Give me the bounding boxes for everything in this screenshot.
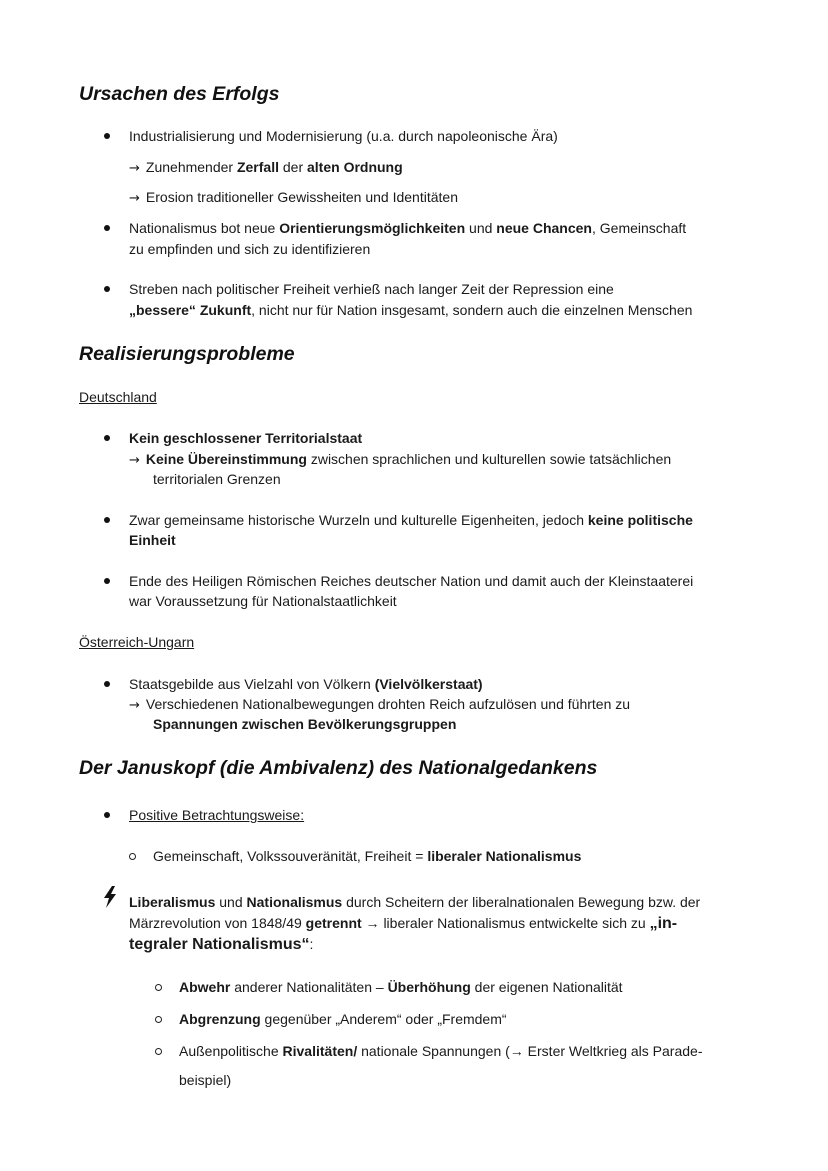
bullet-staatsgebilde: Staatsgebilde aus Vielzahl von Völkern (Vielvölkerstaat): [129, 676, 483, 692]
arrow-icon: →: [129, 191, 140, 206]
bullet-wurzeln-line2: Einheit: [129, 532, 176, 548]
bullet-dot: [104, 286, 110, 292]
subheading-oesterreich: Österreich-Ungarn: [79, 634, 195, 650]
sub-gemeinschaft: Gemeinschaft, Volkssouveränität, Freiheit = liberaler Nationalismus: [153, 848, 582, 864]
arrow-uebereinstimmung-line2: territorialen Grenzen: [153, 471, 281, 487]
arrow-uebereinstimmung: → Keine Übereinstimmung zwischen sprachlichen und kulturellen sowie tatsächlichen: [129, 451, 672, 468]
bullet-dot: [104, 517, 110, 523]
sub-rivalitaeten-line1: Außenpolitische Rivalitäten/ nationale Spannungen (→ Erster Weltkrieg als Parade-: [179, 1043, 703, 1059]
sub-rivalitaeten-line2: beispiel): [179, 1072, 232, 1088]
bullet-nationalismus-line2: zu empfinden und sich zu identifizieren: [129, 241, 371, 257]
arrow-zerfall: → Zunehmender Zerfall der alten Ordnung: [129, 159, 403, 176]
heading-ursachen: Ursachen des Erfolgs: [79, 83, 280, 105]
bullet-reich-line1: Ende des Heiligen Römischen Reiches deutscher Nation und damit auch der Kleinstaaterei: [129, 573, 694, 589]
arrow-erosion: → Erosion traditioneller Gewissheiten und Identitäten: [129, 189, 458, 206]
bullet-territorialstaat: Kein geschlossener Territorialstaat: [129, 430, 363, 446]
note-line2: Märzrevolution von 1848/49 getrennt → liberaler Nationalismus entwickelte sich zu „in-: [129, 915, 678, 932]
bullet-dot: [104, 435, 110, 441]
bullet-streben-line1: Streben nach politischer Freiheit verhieß nach langer Zeit der Repression eine: [129, 281, 614, 297]
circle-bullet: [155, 1048, 162, 1055]
sub-abwehr: Abwehr anderer Nationalitäten – Überhöhung der eigenen Nationalität: [179, 979, 623, 995]
bullet-dot: [104, 225, 110, 231]
note-line1: Liberalismus und Nationalismus durch Scheitern der liberalnationalen Bewegung bzw. der: [129, 894, 701, 910]
arrow-nationalbewegungen: → Verschiedenen Nationalbewegungen drohten Reich aufzulösen und führten zu: [129, 696, 631, 713]
subheading-deutschland: Deutschland: [79, 389, 157, 405]
bullet-dot: [104, 812, 110, 818]
lightning-icon: [102, 886, 118, 908]
bullet-streben-line2: „bessere“ Zukunft, nicht nur für Nation insgesamt, sondern auch die einzelnen Menschen: [129, 302, 693, 318]
heading-januskopf: Der Januskopf (die Ambivalenz) des Nationalgedankens: [79, 757, 598, 779]
bullet-dot: [104, 681, 110, 687]
heading-realisierungsprobleme: Realisierungsprobleme: [79, 343, 295, 365]
bullet-positive: Positive Betrachtungsweise:: [129, 807, 305, 823]
circle-bullet: [155, 1016, 162, 1023]
note-line3: tegraler Nationalismus“:: [129, 936, 314, 953]
circle-bullet: [129, 853, 136, 860]
arrow-icon: →: [129, 453, 140, 468]
bullet-nationalismus-line1: Nationalismus bot neue Orientierungsmöglichkeiten und neue Chancen, Gemeinschaft: [129, 220, 687, 236]
arrow-icon: →: [129, 161, 140, 176]
bullet-reich-line2: war Voraussetzung für Nationalstaatlichkeit: [129, 593, 397, 609]
arrow-nationalbewegungen-line2: Spannungen zwischen Bevölkerungsgruppen: [153, 716, 457, 732]
arrow-icon: →: [129, 698, 140, 713]
circle-bullet: [155, 984, 162, 991]
bullet-dot: [104, 133, 110, 139]
bullet-dot: [104, 578, 110, 584]
bullet-wurzeln-line1: Zwar gemeinsame historische Wurzeln und kulturelle Eigenheiten, jedoch keine politische: [129, 512, 693, 528]
bullet-industrialisierung: Industrialisierung und Modernisierung (u.a. durch napoleonische Ära): [129, 128, 558, 144]
sub-abgrenzung: Abgrenzung gegenüber „Anderem“ oder „Fremdem“: [179, 1011, 507, 1027]
